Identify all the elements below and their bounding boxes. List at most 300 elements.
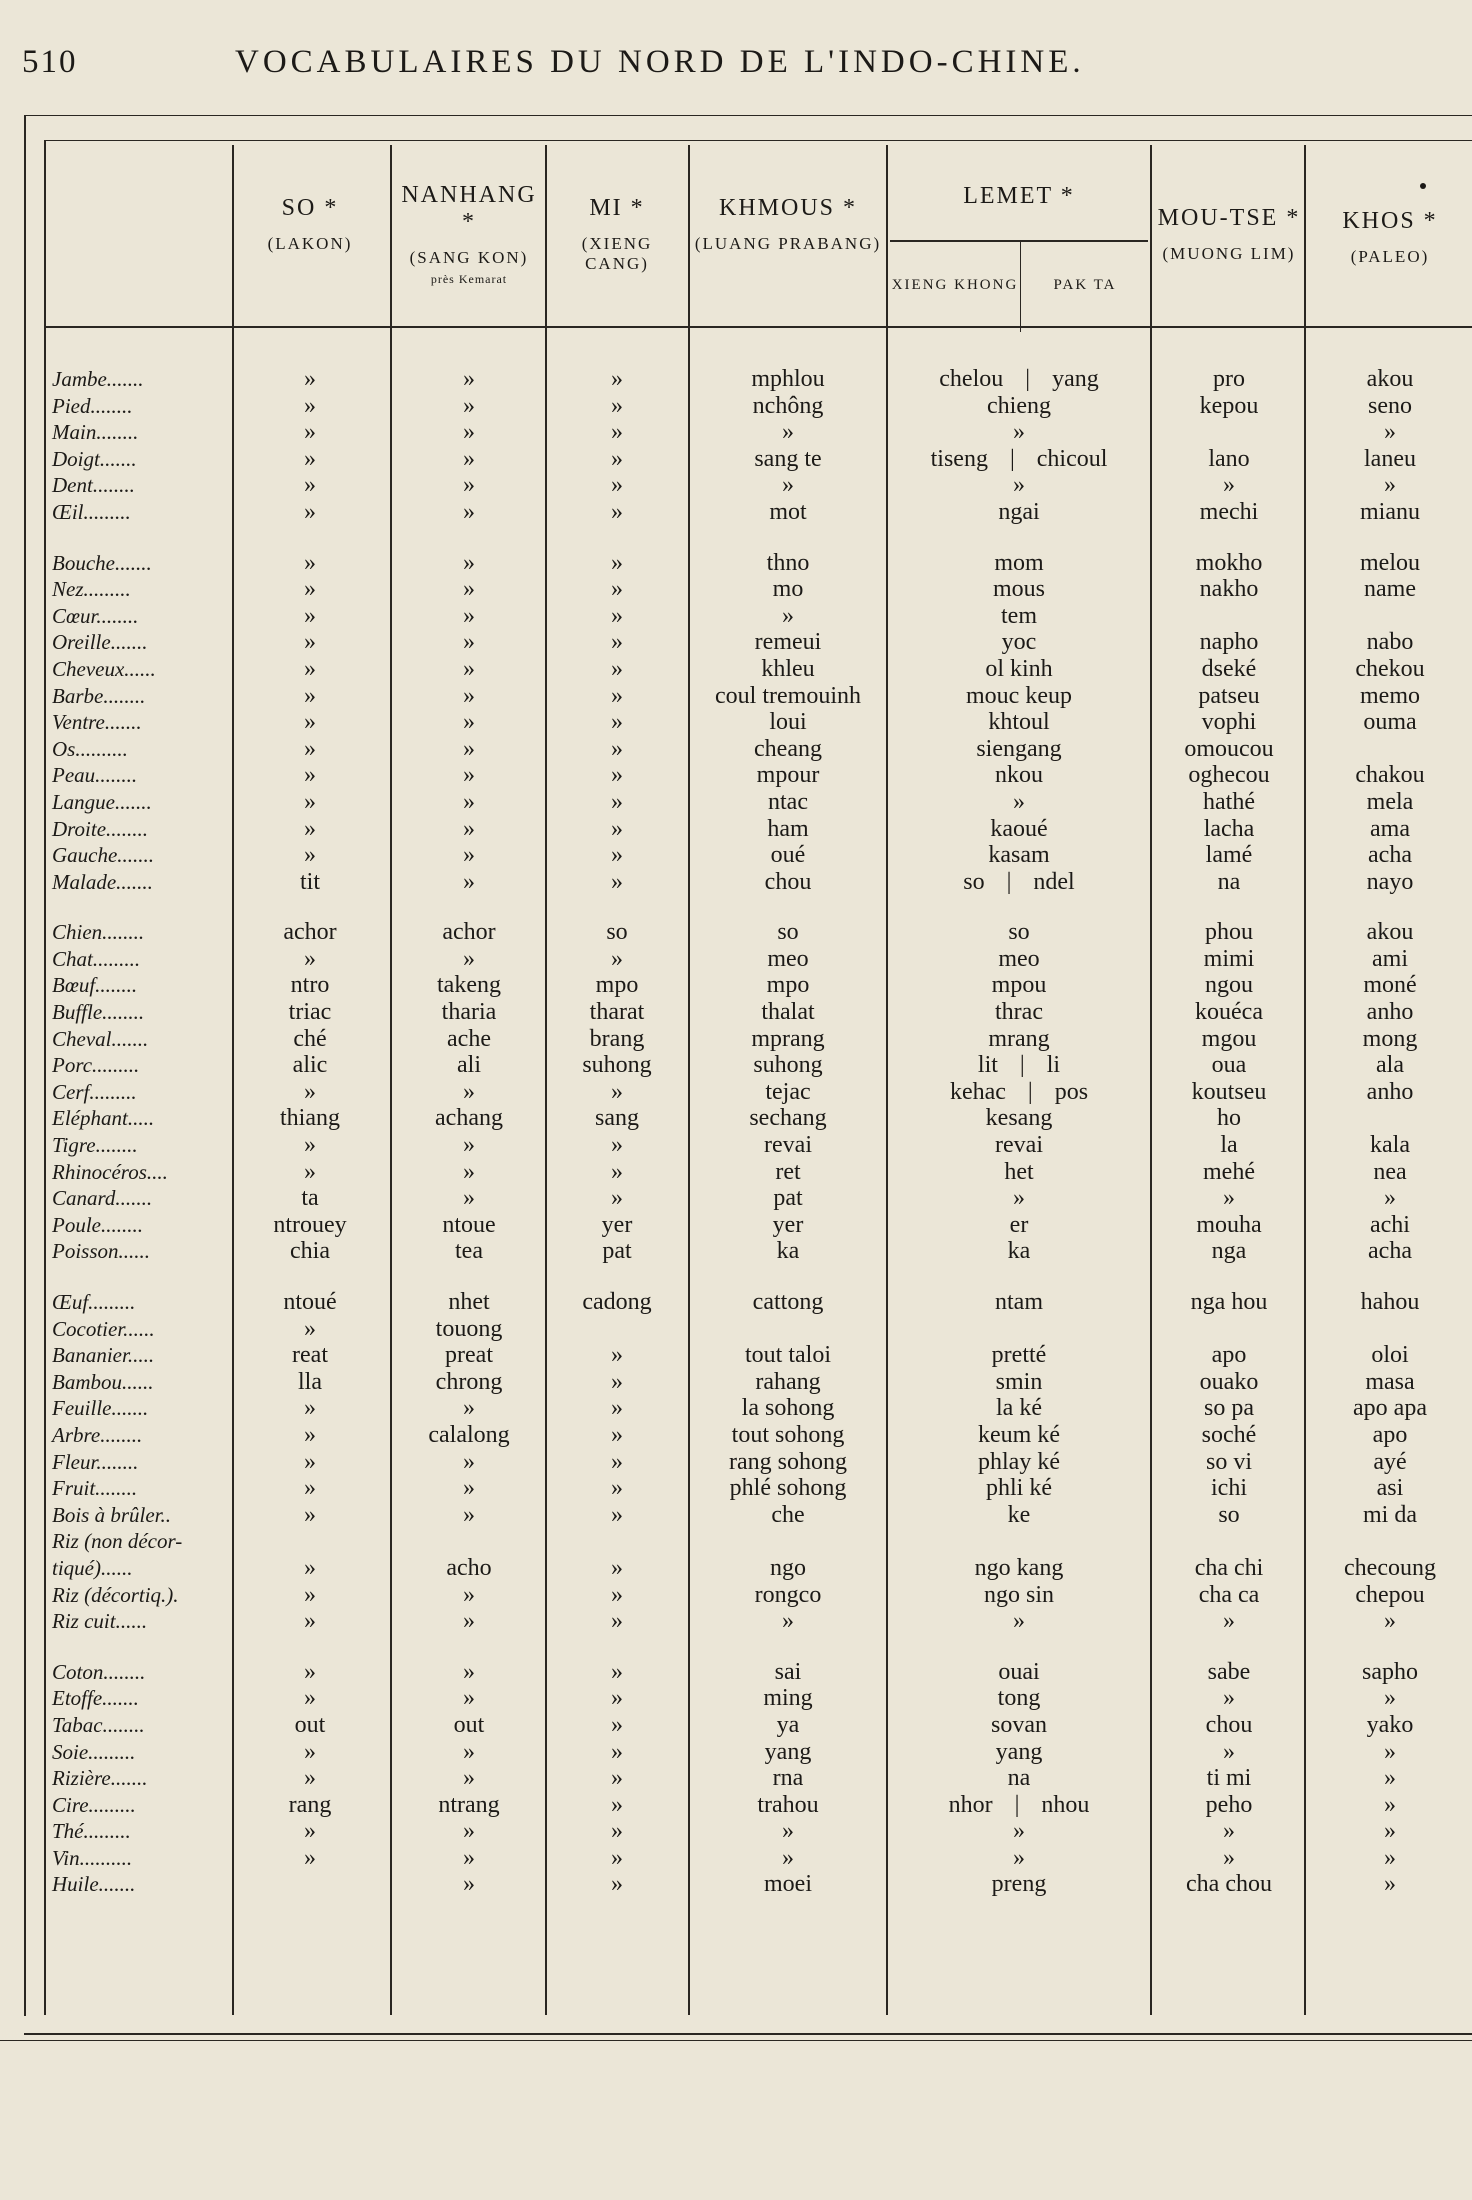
cell-so: »	[304, 1132, 316, 1159]
gloss-cell: Cœur........	[52, 603, 139, 628]
cell-kh: yang	[764, 1738, 812, 1765]
lemet-xieng-khong-value: lit	[977, 1052, 998, 1079]
cell-nan: »	[463, 1844, 475, 1871]
table-row	[0, 656, 1472, 683]
cell-mou: ngou	[1205, 972, 1253, 999]
table-row	[0, 603, 1472, 630]
cell-kho: memo	[1360, 682, 1420, 709]
cell-nan: »	[463, 655, 475, 682]
cell-kh: loui	[769, 709, 807, 736]
cell-kh: mpo	[766, 972, 810, 999]
cell-lem: ngo kang	[974, 1554, 1064, 1581]
cell-mi: »	[611, 1448, 623, 1475]
cell-lem: mouc keup	[966, 682, 1072, 709]
cell-kh: »	[782, 472, 794, 499]
cell-mou: vophi	[1201, 709, 1257, 736]
gloss-cell: Barbe........	[52, 683, 146, 708]
gloss-cell: Nez.........	[52, 577, 131, 602]
cell-lem: revai	[995, 1132, 1043, 1159]
cell-mi: »	[611, 1395, 623, 1422]
cell-so: »	[304, 602, 316, 629]
cell-lem: nkou	[995, 762, 1043, 789]
cell-kho: mi da	[1363, 1501, 1417, 1528]
cell-kh: cheang	[754, 735, 822, 762]
cell-mi: »	[611, 576, 623, 603]
cell-mou: oua	[1211, 1052, 1247, 1079]
cell-nan: »	[463, 735, 475, 762]
gloss-cell: Eléphant.....	[52, 1106, 155, 1131]
cell-lem: »	[1013, 1608, 1025, 1635]
cell-kho: nea	[1373, 1158, 1407, 1185]
table-row	[0, 1765, 1472, 1792]
cell-lem: »	[1013, 472, 1025, 499]
gloss-cell: Chat.........	[52, 946, 141, 971]
cell-lem: het	[1004, 1158, 1034, 1185]
table-row	[0, 1792, 1472, 1819]
cell-mi: »	[611, 445, 623, 472]
cell-mi: »	[611, 1342, 623, 1369]
table-row	[0, 999, 1472, 1026]
gloss-cell: Cerf.........	[52, 1079, 137, 1104]
table-row	[0, 1555, 1472, 1582]
gloss-cell: Cocotier......	[52, 1316, 155, 1341]
gloss-cell: tiqué)......	[52, 1555, 133, 1580]
gloss-cell: Doigt.......	[52, 446, 137, 471]
cell-so: »	[304, 788, 316, 815]
cell-nan: achor	[442, 919, 496, 946]
cell-kh: »	[782, 1844, 794, 1871]
cell-mi: pat	[602, 1238, 632, 1265]
table-row	[0, 1608, 1472, 1635]
cell-kh: oué	[770, 842, 806, 869]
table-row	[0, 446, 1472, 473]
cell-mi: »	[611, 1132, 623, 1159]
cell-kh: phlé sohong	[729, 1475, 847, 1502]
cell-mi: »	[611, 1421, 623, 1448]
cell-kh: revai	[764, 1132, 812, 1159]
cell-mi: mpo	[595, 972, 639, 999]
cell-mou: hathé	[1203, 788, 1255, 815]
cell-kho: melou	[1360, 549, 1420, 576]
cell-mi: cadong	[582, 1289, 652, 1315]
cell-kh: ham	[767, 815, 809, 842]
cell-so: alic	[292, 1052, 328, 1079]
cell-mi: »	[611, 1554, 623, 1581]
gloss-cell: Œil.........	[52, 499, 131, 524]
cell-lem: mrang	[988, 1025, 1050, 1052]
gloss-cell: Arbre........	[52, 1422, 143, 1447]
table-row	[0, 1369, 1472, 1396]
cell-kho: seno	[1368, 392, 1412, 419]
cell-mou: nga hou	[1190, 1289, 1268, 1315]
cell-mi: »	[611, 1738, 623, 1765]
lemet-divider: |	[1014, 1791, 1020, 1818]
cell-mou: omoucou	[1184, 735, 1274, 762]
page-number: 510	[22, 44, 78, 80]
cell-kho: »	[1384, 1818, 1396, 1845]
cell-so: »	[304, 1765, 316, 1792]
cell-kh: »	[782, 1608, 794, 1635]
cell-lem: »	[1013, 1844, 1025, 1871]
gloss-cell: Poule........	[52, 1212, 143, 1237]
cell-nan: »	[463, 1158, 475, 1185]
cell-lem: ke	[1007, 1501, 1031, 1528]
cell-nan: takeng	[437, 972, 501, 999]
cell-lem: thrac	[995, 999, 1043, 1026]
cell-nan: ali	[457, 1052, 481, 1079]
cell-so: achor	[283, 919, 337, 946]
cell-mou: so vi	[1205, 1448, 1252, 1475]
cell-kho: »	[1384, 419, 1396, 446]
cell-so: »	[304, 1581, 316, 1608]
cell-mou: cha ca	[1198, 1581, 1260, 1608]
cell-mou: lacha	[1203, 815, 1255, 842]
cell-nan: »	[463, 1448, 475, 1475]
cell-so: tit	[299, 868, 320, 895]
gloss-cell: Porc.........	[52, 1053, 140, 1078]
cell-nan: tharia	[441, 999, 497, 1026]
table-row	[0, 1449, 1472, 1476]
cell-so: »	[304, 655, 316, 682]
cell-mou: pro	[1213, 366, 1245, 392]
table-row	[0, 1502, 1472, 1529]
gloss-cell: Etoffe.......	[52, 1686, 139, 1711]
cell-nan: »	[463, 709, 475, 736]
cell-mi: brang	[589, 1025, 645, 1052]
cell-mou: mimi	[1203, 945, 1255, 972]
cell-kh: coul tremouinh	[715, 682, 861, 709]
cell-kh: mprang	[751, 1025, 825, 1052]
cell-nan: calalong	[428, 1421, 510, 1448]
group-spacer	[0, 1635, 1472, 1659]
cell-so: »	[304, 1844, 316, 1871]
gloss-cell: Vin..........	[52, 1845, 133, 1870]
cell-mou: nakho	[1199, 576, 1259, 603]
cell-lem	[890, 446, 1148, 472]
cell-mou: chou	[1205, 1711, 1253, 1738]
cell-kho: mong	[1362, 1025, 1418, 1052]
cell-so: »	[304, 842, 316, 869]
cell-lem: »	[1013, 1818, 1025, 1845]
lemet-xieng-khong-value: tiseng	[930, 445, 988, 472]
cell-kho: moné	[1363, 972, 1417, 999]
gloss-cell: Langue.......	[52, 789, 152, 814]
gloss-cell: Fruit........	[52, 1476, 138, 1501]
cell-mi: »	[611, 1765, 623, 1792]
bottom-rule	[24, 2033, 1472, 2035]
cell-kh: »	[782, 419, 794, 446]
gloss-cell: Tabac........	[52, 1712, 145, 1737]
col-header-lemet: LEMET *	[963, 183, 1075, 209]
table-row	[0, 1871, 1472, 1898]
lemet-xieng-khong-value: chelou	[939, 366, 1004, 392]
cell-so: reat	[292, 1342, 328, 1369]
gloss-cell: Œuf.........	[52, 1290, 136, 1314]
gloss-cell: Rizière.......	[52, 1766, 148, 1791]
cell-nan: ntoue	[442, 1211, 496, 1238]
cell-mi: »	[611, 1078, 623, 1105]
cell-kho: ayé	[1373, 1448, 1407, 1475]
cell-nan: »	[463, 842, 475, 869]
cell-mou: »	[1223, 1185, 1235, 1212]
cell-lem: smin	[995, 1368, 1043, 1395]
cell-mi: »	[611, 392, 623, 419]
cell-mi: »	[611, 1608, 623, 1635]
gloss-cell: Poisson......	[52, 1239, 151, 1264]
table-row	[0, 946, 1472, 973]
cell-nan: »	[463, 1765, 475, 1792]
table-row	[0, 1212, 1472, 1239]
lemet-sub-xieng-khong: XIENG KHONG	[891, 277, 1019, 293]
gloss-cell: Bananier.....	[52, 1343, 155, 1368]
gloss-cell: Oreille.......	[52, 630, 148, 655]
cell-mou: na	[1217, 868, 1241, 895]
cell-kho: ala	[1376, 1052, 1404, 1079]
table-row	[0, 762, 1472, 789]
cell-kho: mianu	[1360, 498, 1420, 525]
cell-so: »	[304, 815, 316, 842]
cell-so: ta	[301, 1185, 319, 1212]
col-header-khmous: KHMOUS * (LUANG PRABANG)	[694, 195, 882, 253]
cell-mi: »	[611, 1711, 623, 1738]
cell-lem: kaoué	[990, 815, 1048, 842]
cell-nan: nhet	[448, 1289, 490, 1315]
cell-mou: napho	[1199, 629, 1259, 656]
gloss-cell: Fleur........	[52, 1449, 139, 1474]
cell-kh: meo	[767, 945, 809, 972]
cell-kho: »	[1384, 1185, 1396, 1212]
cell-mi: »	[611, 1685, 623, 1712]
cell-mi: »	[611, 1501, 623, 1528]
cell-kho: apo apa	[1353, 1395, 1427, 1422]
cell-kh: so	[777, 919, 799, 946]
table-row	[0, 842, 1472, 869]
gloss-cell: Bois à brûler..	[52, 1502, 172, 1527]
cell-mi: »	[611, 419, 623, 446]
cell-nan: »	[463, 1738, 475, 1765]
cell-mou: phou	[1205, 919, 1253, 946]
cell-mi: »	[611, 945, 623, 972]
col-header-moutse: MOU-TSE * (MUONG LIM)	[1157, 205, 1301, 263]
gloss-cell: Feuille.......	[52, 1396, 149, 1421]
cell-nan: »	[463, 682, 475, 709]
table-row	[0, 1079, 1472, 1106]
cell-nan: »	[463, 498, 475, 525]
cell-so: »	[304, 1078, 316, 1105]
cell-lem: ngai	[998, 498, 1040, 525]
table-row	[0, 1238, 1472, 1265]
table-row	[0, 1132, 1472, 1159]
cell-so: »	[304, 945, 316, 972]
table-row	[0, 1052, 1472, 1079]
cell-kho: »	[1384, 1685, 1396, 1712]
gloss-cell: Pied........	[52, 393, 133, 418]
cell-lem: ka	[1007, 1238, 1031, 1265]
cell-mou: ti mi	[1206, 1765, 1252, 1792]
running-title: VOCABULAIRES DU NORD DE L'INDO-CHINE.	[235, 44, 1085, 80]
cell-lem: keum ké	[978, 1421, 1060, 1448]
cell-kho: »	[1384, 472, 1396, 499]
cell-nan: »	[463, 868, 475, 895]
cell-kh: mpour	[756, 762, 820, 789]
cell-kho: achi	[1370, 1211, 1410, 1238]
gloss-cell: Ventre.......	[52, 710, 142, 735]
table-row	[0, 816, 1472, 843]
cell-lem: yang	[995, 1738, 1043, 1765]
lemet-sub-pak-ta: PAK TA	[1053, 277, 1117, 293]
gloss-cell: Buffle........	[52, 1000, 145, 1025]
table-row	[0, 869, 1472, 896]
header-bottom-rule	[44, 326, 1472, 328]
cell-lem: sovan	[991, 1711, 1047, 1738]
table-row	[0, 366, 1472, 393]
cell-mou: sabe	[1207, 1658, 1251, 1685]
lemet-pak-ta-value: li	[1046, 1052, 1061, 1079]
cell-kho: nayo	[1366, 868, 1414, 895]
gloss-cell: Soie.........	[52, 1739, 136, 1764]
cell-so: ntro	[290, 972, 330, 999]
cell-mou: »	[1223, 1844, 1235, 1871]
lemet-split-rule	[1020, 242, 1021, 332]
header-top-rule	[44, 140, 1472, 141]
cell-mou: apo	[1211, 1342, 1247, 1369]
cell-so: »	[304, 366, 316, 392]
cell-nan: ntrang	[438, 1791, 500, 1818]
cell-mou: »	[1223, 1685, 1235, 1712]
cell-mou: patseu	[1198, 682, 1260, 709]
cell-so: »	[304, 1554, 316, 1581]
table-row	[0, 1528, 1472, 1555]
cell-nan: »	[463, 1581, 475, 1608]
cell-kh: rongco	[754, 1581, 822, 1608]
cell-mi: »	[611, 735, 623, 762]
col-header-mi: MI * (XIENG CANG)	[581, 195, 653, 273]
cell-so: »	[304, 1738, 316, 1765]
cell-nan: »	[463, 1395, 475, 1422]
cell-nan: »	[463, 1658, 475, 1685]
cell-kh: sai	[774, 1658, 802, 1685]
cell-kh: tout taloi	[745, 1342, 831, 1369]
cell-mi: »	[611, 1475, 623, 1502]
cell-mi: »	[611, 602, 623, 629]
cell-mou: ichi	[1211, 1475, 1247, 1502]
cell-kh: pat	[773, 1185, 803, 1212]
cell-nan: »	[463, 629, 475, 656]
cell-so: »	[304, 735, 316, 762]
cell-kho: ami	[1372, 945, 1408, 972]
cell-so: »	[304, 1395, 316, 1422]
lemet-divider: |	[1006, 868, 1012, 895]
table-row	[0, 1395, 1472, 1422]
cell-lem: tong	[997, 1685, 1041, 1712]
lemet-brace	[890, 240, 1148, 242]
cell-mou: la	[1220, 1132, 1238, 1159]
cell-nan: »	[463, 815, 475, 842]
gloss-cell: Riz (non décor-	[52, 1529, 183, 1554]
cell-nan: »	[463, 1185, 475, 1212]
cell-kho: akou	[1366, 919, 1414, 946]
cell-so: »	[304, 576, 316, 603]
cell-nan: touong	[435, 1315, 503, 1342]
cell-kho: akou	[1366, 366, 1414, 392]
cell-kh: trahou	[757, 1791, 819, 1818]
cell-kho: ouma	[1363, 709, 1417, 736]
cell-so: »	[304, 1501, 316, 1528]
cell-kho: nabo	[1366, 629, 1414, 656]
cell-mi: »	[611, 629, 623, 656]
cell-nan: »	[463, 602, 475, 629]
cell-lem: phli ké	[986, 1475, 1052, 1502]
cell-lem: »	[1013, 1185, 1025, 1212]
table-row	[0, 1289, 1472, 1316]
cell-nan: achang	[435, 1105, 503, 1132]
cell-so: ché	[293, 1025, 327, 1052]
cell-mi: »	[611, 868, 623, 895]
cell-kh: rahang	[755, 1368, 821, 1395]
gloss-cell: Coton........	[52, 1659, 146, 1684]
cell-lem	[890, 366, 1148, 392]
cell-lem: khtoul	[988, 709, 1050, 736]
cell-kho: »	[1384, 1871, 1396, 1898]
cell-mi: »	[611, 1844, 623, 1871]
cell-kh: yer	[772, 1211, 804, 1238]
cell-so: thiang	[280, 1105, 340, 1132]
col-header-so: SO * (LAKON)	[267, 195, 353, 253]
cell-mou: ouako	[1199, 1368, 1259, 1395]
gloss-cell: Gauche.......	[52, 843, 155, 868]
lemet-xieng-khong-value: so	[963, 868, 985, 895]
cell-mi: »	[611, 472, 623, 499]
cell-so: rang	[288, 1791, 332, 1818]
cell-kho: mela	[1366, 788, 1414, 815]
gloss-cell: Riz (décortiq.).	[52, 1582, 179, 1607]
cell-so: ntoué	[283, 1289, 337, 1315]
cell-mi: »	[611, 1658, 623, 1685]
cell-nan: »	[463, 1871, 475, 1898]
cell-so: »	[304, 498, 316, 525]
cell-so: »	[304, 445, 316, 472]
gloss-cell: Thé.........	[52, 1819, 131, 1844]
cell-kh: tejac	[765, 1078, 811, 1105]
gloss-cell: Chien........	[52, 920, 145, 945]
cell-mou: peho	[1205, 1791, 1253, 1818]
cell-kh: thalat	[761, 999, 815, 1026]
cell-so: out	[294, 1711, 326, 1738]
cell-kho: chakou	[1355, 762, 1425, 789]
cell-nan: »	[463, 1078, 475, 1105]
cell-nan: »	[463, 392, 475, 419]
gloss-cell: Tigre........	[52, 1133, 138, 1158]
table-row	[0, 1159, 1472, 1186]
cell-nan: »	[463, 1608, 475, 1635]
cell-mou: lano	[1208, 445, 1250, 472]
lemet-pak-ta-value: ndel	[1033, 868, 1075, 895]
cell-kho: acha	[1368, 842, 1412, 869]
table-row	[0, 393, 1472, 420]
table-row	[0, 709, 1472, 736]
cell-kh: »	[782, 602, 794, 629]
cell-kh: thno	[766, 549, 810, 576]
table-row	[0, 1105, 1472, 1132]
gloss-cell: Peau........	[52, 763, 138, 788]
cell-nan: »	[463, 549, 475, 576]
cell-so: »	[304, 1658, 316, 1685]
cell-so: »	[304, 1818, 316, 1845]
group-spacer	[0, 895, 1472, 919]
cell-nan: »	[463, 472, 475, 499]
cell-lem: kasam	[988, 842, 1050, 869]
cell-so: »	[304, 1315, 316, 1342]
